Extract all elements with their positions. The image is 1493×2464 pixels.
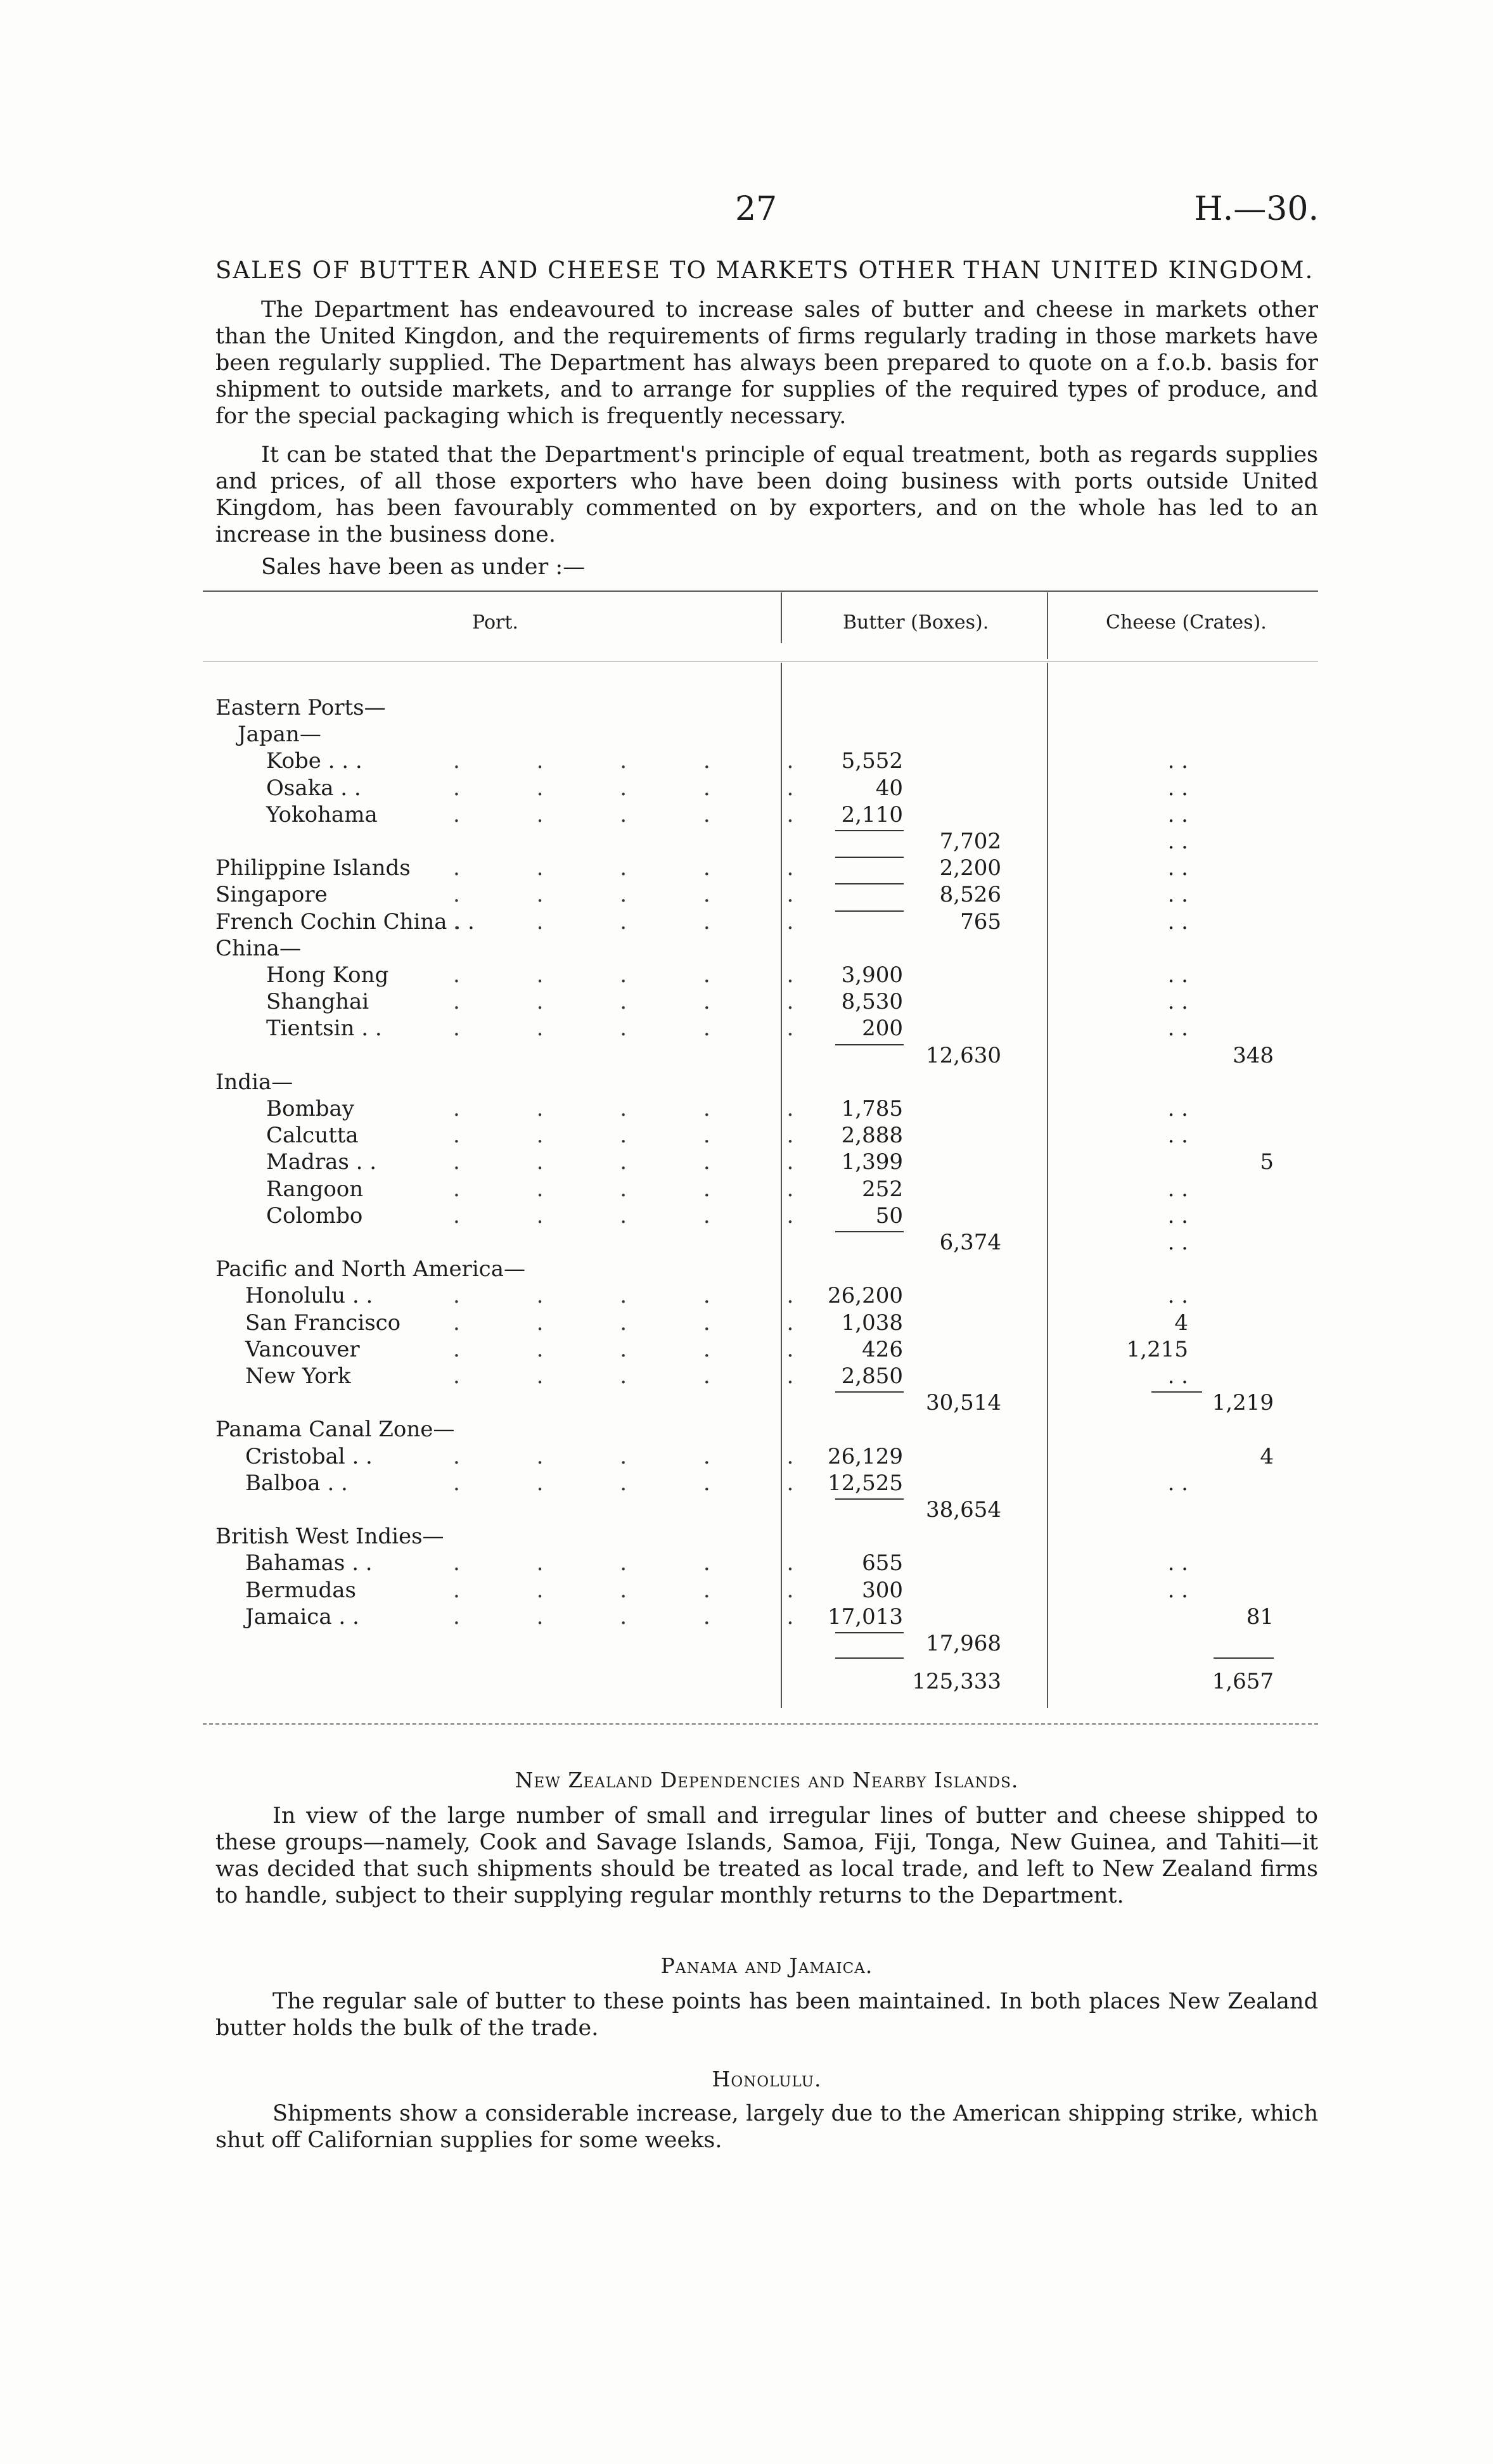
leader-dots: . . . . . <box>453 1363 829 1389</box>
leader-dots: . . . . . <box>453 1203 829 1229</box>
subtotal-rule <box>835 857 904 858</box>
paragraph-honolulu: Shipments show a considerable increase, largely due to the American shipping strike, which shut off Californian supplies for some weeks. <box>215 2101 1318 2153</box>
butter-value: 5,552 <box>841 748 903 774</box>
leader-dots: . . . . . <box>453 1550 829 1576</box>
subtotal-rule <box>835 883 904 884</box>
table-header-butter: Butter (Boxes). <box>843 611 989 634</box>
port-name: Tientsin . . <box>266 1016 382 1041</box>
port-name: Bombay <box>266 1096 354 1121</box>
butter-subtotal: 12,630 <box>926 1043 1001 1068</box>
table-top-rule <box>203 590 1318 592</box>
cheese-value: . . <box>1167 1578 1188 1603</box>
butter-subtotal: 2,200 <box>939 855 1001 881</box>
subtotal-rule <box>835 1231 904 1232</box>
port-name: Hong Kong <box>266 962 389 988</box>
butter-value: 26,200 <box>828 1283 903 1308</box>
butter-subtotal: 8,526 <box>939 882 1001 907</box>
leader-dots: . . . . . <box>453 802 829 827</box>
subtotal-rule <box>835 830 904 831</box>
port-name: Eastern Ports— <box>215 695 386 720</box>
leader-dots: . . . . . <box>453 748 829 774</box>
leader-dots: . . . . . <box>453 1096 829 1121</box>
port-name: Madras . . <box>266 1149 377 1175</box>
cheese-value: . . <box>1167 1203 1188 1229</box>
paragraph-panama-jamaica: The regular sale of butter to these points has been maintained. In both places New Zealand butter holds the bulk of the trade. <box>215 1989 1318 2041</box>
butter-value: 655 <box>862 1550 903 1576</box>
butter-subtotal: 17,968 <box>926 1631 1001 1656</box>
port-name: India— <box>215 1069 293 1095</box>
cheese-value: 1,215 <box>1126 1337 1188 1362</box>
cheese-subtotal: 1,657 <box>1212 1669 1274 1694</box>
subtotal-rule <box>835 1632 904 1633</box>
port-name: Kobe . . . <box>266 748 362 774</box>
leader-dots: . . . . . <box>453 1471 829 1496</box>
leader-dots: . . . . . <box>453 1310 829 1336</box>
section-heading-panama-jamaica: Panama and Jamaica. <box>660 1953 873 1978</box>
cheese-value: . . <box>1167 829 1188 854</box>
port-name: Cristobal . . <box>245 1444 373 1469</box>
butter-value: 1,399 <box>841 1149 903 1175</box>
subtotal-rule <box>835 1044 904 1045</box>
cheese-value: . . <box>1167 776 1188 801</box>
cheese-value: . . <box>1167 1471 1188 1496</box>
port-name: Jamaica . . <box>245 1604 359 1630</box>
paragraph-dependencies: In view of the large number of small and irregular lines of butter and cheese shipped to these groups—namely, Cook and Savage Islands, Samoa, Fiji, Tonga, New Guinea, and Tahiti—it was decided that such shipments should be treated as local trade, and left to New Zealand firms to handle, subject to their supplying regular monthly returns to the Department. <box>215 1803 1318 1908</box>
port-name: Colombo <box>266 1203 363 1229</box>
butter-value: 3,900 <box>841 962 903 988</box>
port-name: Bermudas <box>245 1578 356 1603</box>
leader-dots: . . . . . <box>453 1337 829 1362</box>
port-name: Honolulu . . <box>245 1283 373 1308</box>
port-name: Shanghai <box>266 989 369 1014</box>
port-name: British West Indies— <box>215 1524 444 1549</box>
butter-value: 200 <box>862 1016 903 1041</box>
butter-value: 17,013 <box>828 1604 903 1630</box>
cheese-value: . . <box>1167 1177 1188 1202</box>
cheese-subtotal: 348 <box>1233 1043 1274 1068</box>
cheese-value: . . <box>1167 1016 1188 1041</box>
leader-dots: . . . . . <box>453 1604 829 1630</box>
leader-dots: . . . . . <box>453 1016 829 1041</box>
leader-dots: . . . . . <box>453 1283 829 1308</box>
cheese-value: . . <box>1167 1550 1188 1576</box>
cheese-subtotal: 4 <box>1260 1444 1274 1469</box>
cheese-value: . . <box>1167 748 1188 774</box>
table-divider <box>1047 663 1048 1708</box>
butter-value: 426 <box>862 1337 903 1362</box>
cheese-value: . . <box>1167 882 1188 907</box>
butter-value: 2,888 <box>841 1123 903 1148</box>
leader-dots: . . . . . <box>453 1578 829 1603</box>
cheese-value: . . <box>1167 962 1188 988</box>
table-divider <box>1047 592 1048 659</box>
main-heading: SALES OF BUTTER AND CHEESE TO MARKETS OTHER THAN UNITED KINGDOM. <box>215 257 1314 284</box>
section-heading-honolulu: Honolulu. <box>712 2067 822 2091</box>
port-name: Philippine Islands <box>215 855 411 881</box>
cheese-value: . . <box>1167 1283 1188 1308</box>
butter-value: 300 <box>862 1578 903 1603</box>
butter-subtotal: 30,514 <box>926 1390 1001 1415</box>
cheese-value: . . <box>1167 1230 1188 1255</box>
port-name: Balboa . . <box>245 1471 348 1496</box>
port-name: China— <box>215 936 301 961</box>
port-name: Osaka . . <box>266 776 361 801</box>
leader-dots: . . . . . <box>453 1177 829 1202</box>
cheese-subtotal: 1,219 <box>1212 1390 1274 1415</box>
paragraph-intro: The Department has endeavoured to increase sales of butter and cheese in markets other than the United Kingdon, and the requirements of firms regularly trading in those markets have been regularly supplied. The Department has always been prepared to quote on a f.o.b. basis for shipment to outside markets, and to arrange for supplies of the required types of produce, and for the special packaging which is frequently necessary. <box>215 297 1318 429</box>
port-name: Japan— <box>238 722 321 747</box>
document-reference: H.—30. <box>1194 190 1319 228</box>
butter-value: 12,525 <box>828 1471 903 1496</box>
leader-dots: . . . . . <box>453 855 829 881</box>
cheese-value: . . <box>1167 1123 1188 1148</box>
leader-dots: . . . . . <box>453 882 829 907</box>
leader-dots: . . . . . <box>453 989 829 1014</box>
paragraph-sales-intro: Sales have been as under :— <box>261 554 586 580</box>
butter-subtotal: 7,702 <box>939 829 1001 854</box>
leader-dots: . . . . . <box>453 1149 829 1175</box>
subtotal-rule <box>835 1391 904 1393</box>
cheese-subtotal: 5 <box>1260 1149 1274 1175</box>
paragraph-equal-treatment: It can be stated that the Department's principle of equal treatment, both as regards supplies and prices, of all those exporters who have been doing business with ports outside United Kingdom, has been favourably commented on by exporters, and on the whole has led to an increase in the business done. <box>215 442 1318 547</box>
cheese-value: . . <box>1167 1363 1188 1389</box>
leader-dots: . . . . . <box>453 962 829 988</box>
butter-subtotal: 6,374 <box>939 1230 1001 1255</box>
port-name: Bahamas . . <box>245 1550 373 1576</box>
butter-subtotal: 765 <box>960 909 1001 935</box>
butter-subtotal: 38,654 <box>926 1497 1001 1522</box>
port-name: New York <box>245 1363 351 1389</box>
butter-value: 1,785 <box>841 1096 903 1121</box>
leader-dots: . . . . . <box>453 1444 829 1469</box>
port-name: Vancouver <box>245 1337 360 1362</box>
section-heading-dependencies: New Zealand Dependencies and Nearby Islands. <box>515 1768 1019 1792</box>
butter-value: 2,110 <box>841 802 903 827</box>
port-name: Singapore <box>215 882 328 907</box>
butter-value: 40 <box>875 776 903 801</box>
port-name: Panama Canal Zone— <box>215 1417 455 1442</box>
leader-dots: . . . . . <box>453 1123 829 1148</box>
butter-value: 50 <box>875 1203 903 1229</box>
cheese-value: . . <box>1167 855 1188 881</box>
table-bottom-rule <box>203 1723 1318 1725</box>
cheese-value: . . <box>1167 909 1188 935</box>
subtotal-rule <box>835 1498 904 1500</box>
port-name: French Cochin China . . <box>215 909 475 935</box>
port-name: San Francisco <box>245 1310 401 1336</box>
port-name: Rangoon <box>266 1177 364 1202</box>
butter-subtotal: 125,333 <box>912 1669 1001 1694</box>
cheese-subtotal: 81 <box>1246 1604 1274 1630</box>
cheese-value: . . <box>1167 1096 1188 1121</box>
cheese-value: . . <box>1167 802 1188 827</box>
cheese-value: . . <box>1167 989 1188 1014</box>
subtotal-rule <box>835 910 904 912</box>
port-name: Calcutta <box>266 1123 359 1148</box>
leader-dots: . . . . . <box>453 909 829 935</box>
port-name: Yokohama <box>266 802 378 827</box>
page-number: 27 <box>735 190 778 228</box>
butter-value: 1,038 <box>841 1310 903 1336</box>
subtotal-rule <box>1151 1391 1202 1393</box>
butter-value: 8,530 <box>841 989 903 1014</box>
port-name: Pacific and North America— <box>215 1256 525 1282</box>
butter-value: 252 <box>862 1177 903 1202</box>
total-rule <box>835 1657 904 1659</box>
table-header-port: Port. <box>472 611 518 634</box>
butter-value: 26,129 <box>828 1444 903 1469</box>
leader-dots: . . . . . <box>453 776 829 801</box>
table-header-cheese: Cheese (Crates). <box>1106 611 1267 634</box>
cheese-value: 4 <box>1174 1310 1188 1336</box>
total-rule <box>1214 1657 1274 1659</box>
butter-value: 2,850 <box>841 1363 903 1389</box>
table-divider <box>781 592 782 643</box>
